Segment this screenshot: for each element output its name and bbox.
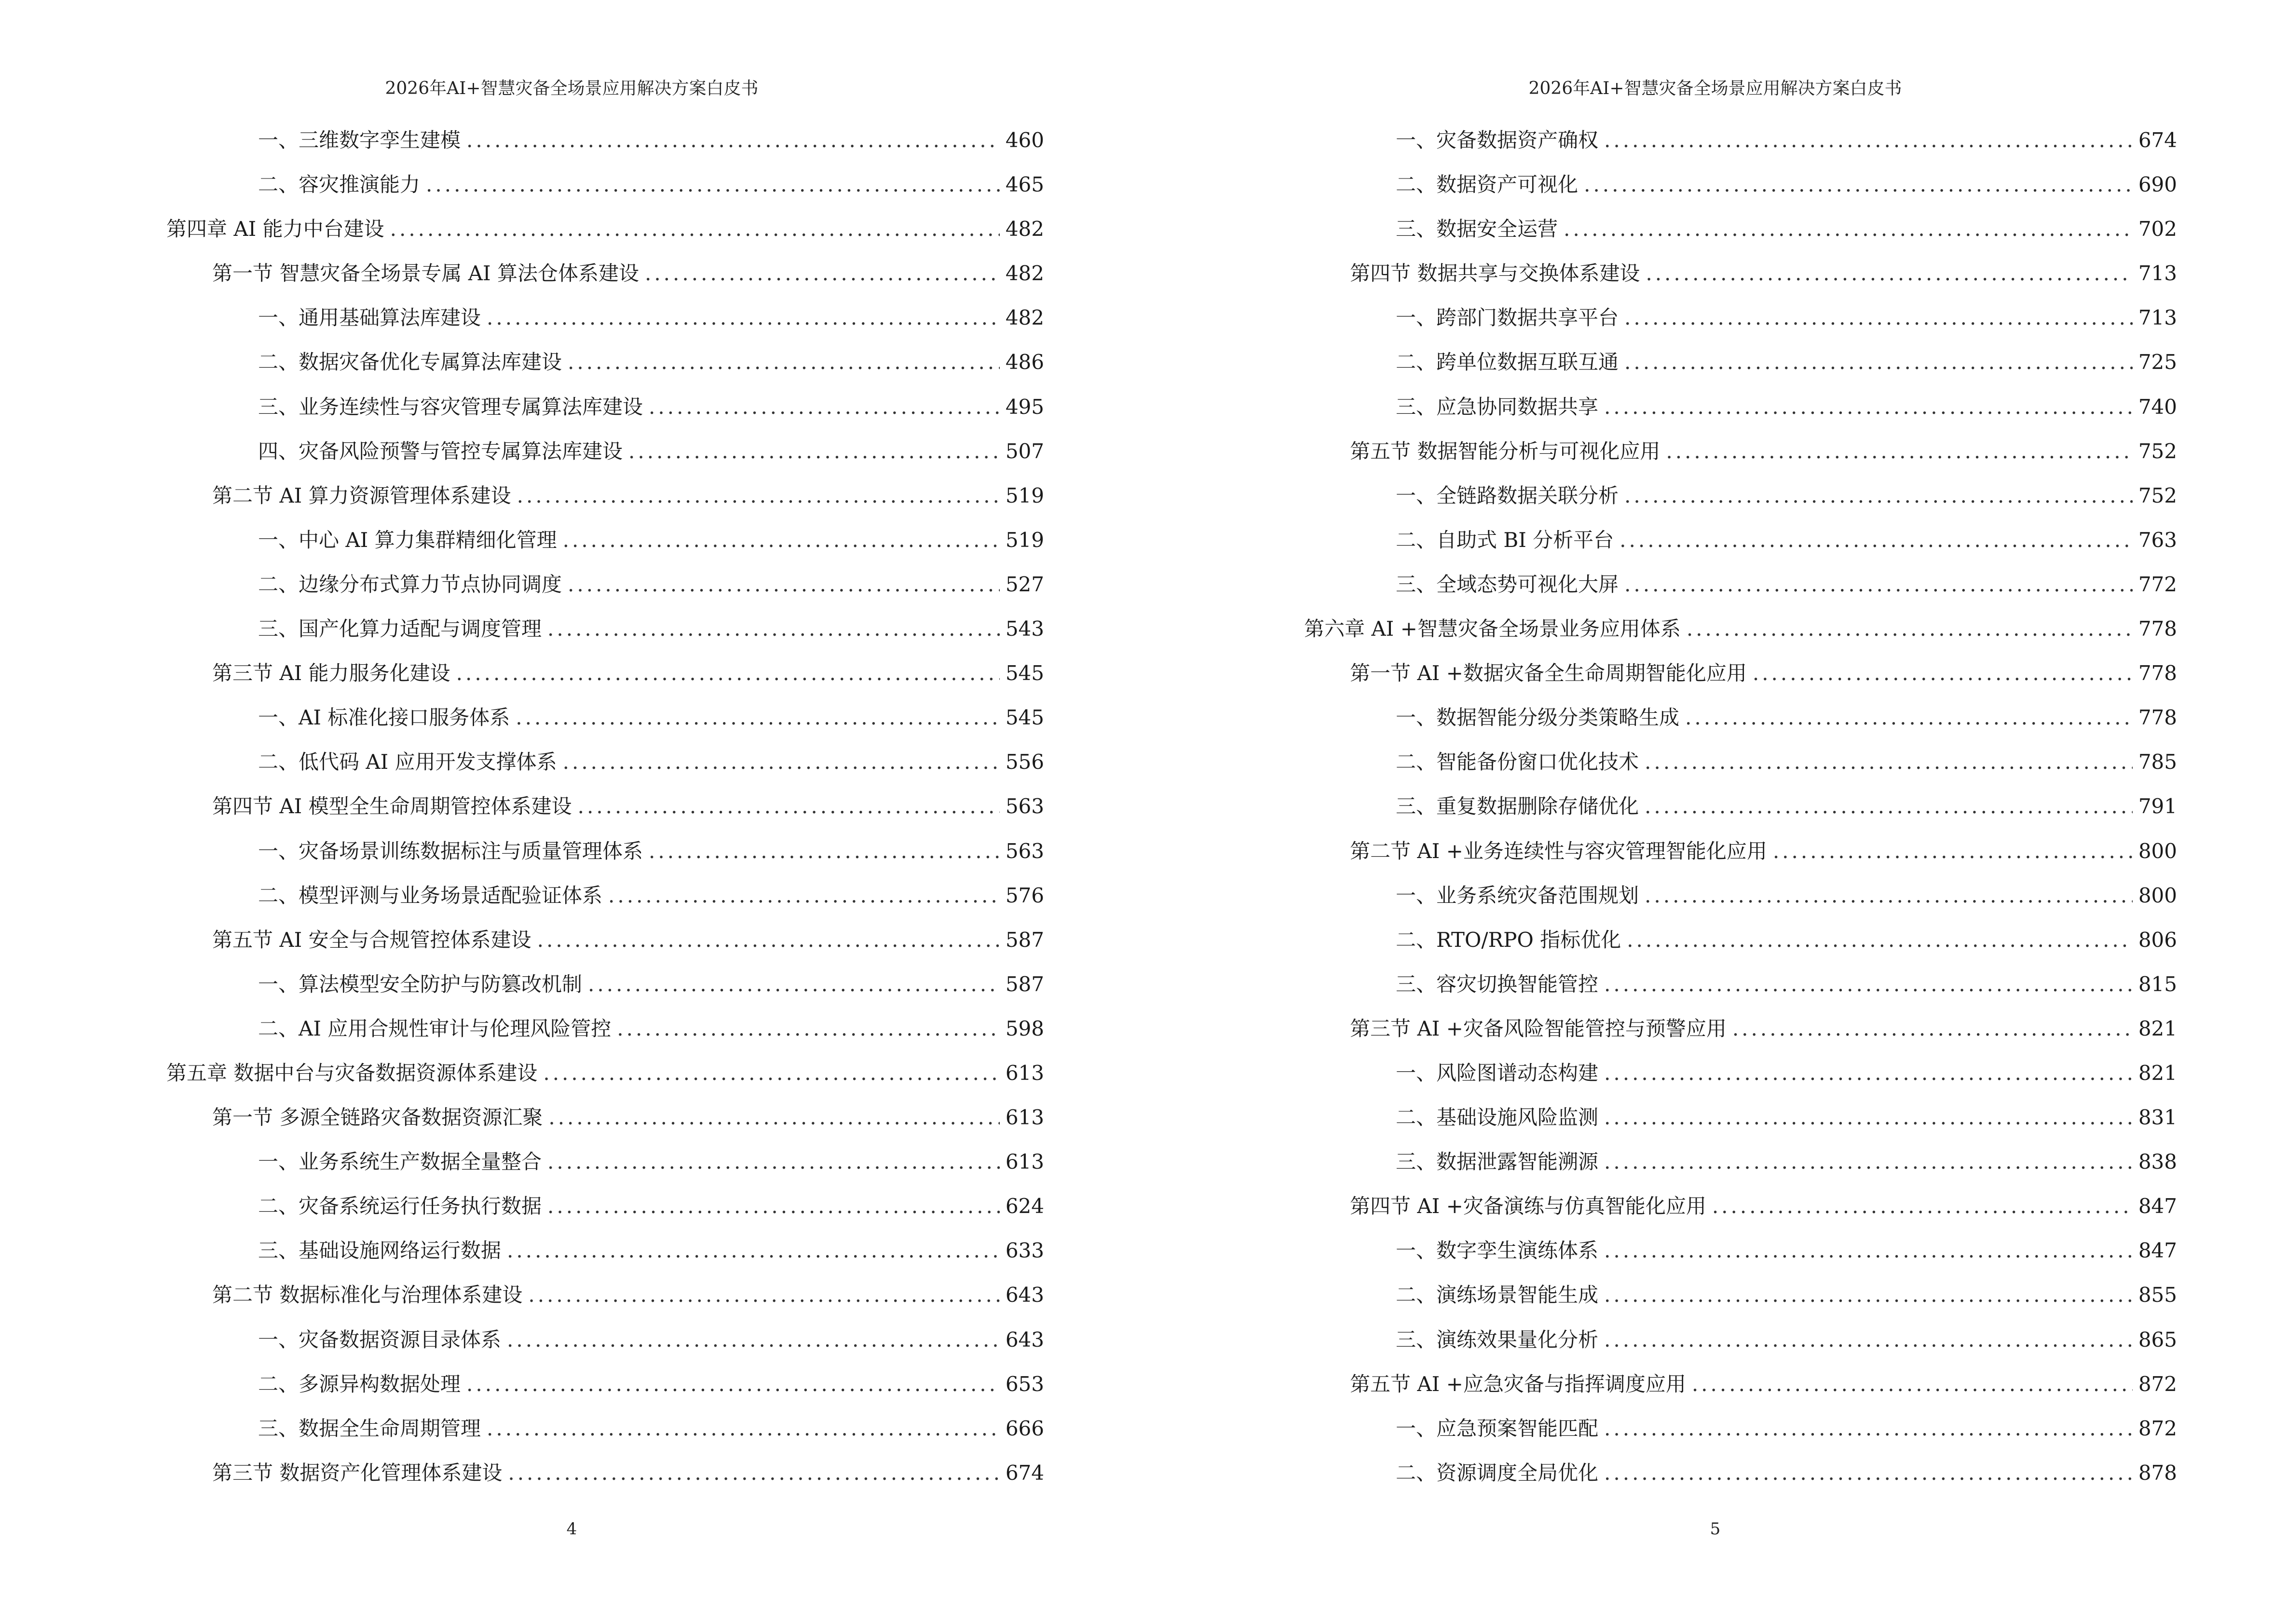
toc-entry-page: 702 bbox=[2138, 217, 2177, 241]
toc-entry-page: 482 bbox=[1005, 217, 1044, 241]
toc-entry-title: 第五节 数据智能分析与可视化应用 bbox=[1350, 439, 1661, 463]
toc-entry-page: 778 bbox=[2138, 617, 2177, 641]
dot-leader bbox=[1564, 207, 2133, 251]
toc-entry-page: 460 bbox=[1005, 128, 1044, 152]
dot-leader bbox=[1604, 1051, 2133, 1095]
dot-leader bbox=[1584, 163, 2133, 207]
toc-entry-page: 740 bbox=[2138, 395, 2177, 419]
dot-leader bbox=[1624, 340, 2133, 384]
toc-entry-title: 第六章 AI +智慧灾备全场景业务应用体系 bbox=[1304, 617, 1681, 641]
toc-entry-title: 第四节 AI +灾备演练与仿真智能化应用 bbox=[1350, 1194, 1706, 1218]
page-number: 4 bbox=[566, 1519, 577, 1539]
dot-leader bbox=[1627, 918, 2133, 962]
toc-entry-page: 576 bbox=[1005, 883, 1044, 907]
dot-leader bbox=[1604, 1318, 2133, 1362]
dot-leader bbox=[528, 1273, 999, 1317]
dot-leader bbox=[1685, 696, 2133, 740]
toc-entry-page: 482 bbox=[1005, 261, 1044, 286]
page-header: 2026年AI+智慧灾备全场景应用解决方案白皮书 bbox=[385, 79, 759, 98]
toc-entry-title: 一、AI 标准化接口服务体系 bbox=[258, 706, 510, 730]
toc-entry[interactable] bbox=[166, 1451, 1044, 1495]
toc-entry-title: 二、自助式 BI 分析平台 bbox=[1396, 528, 1614, 552]
dot-leader bbox=[1645, 740, 2133, 784]
toc-entry-page: 763 bbox=[2138, 528, 2177, 552]
toc-entry-page: 519 bbox=[1005, 483, 1044, 507]
toc-entry-title: 第一节 多源全链路灾备数据资源汇聚 bbox=[212, 1105, 543, 1130]
toc-entry-page: 778 bbox=[2138, 661, 2177, 685]
toc-entry-title: 一、业务系统灾备范围规划 bbox=[1396, 883, 1639, 907]
toc-entry-title: 一、数字孪生演练体系 bbox=[1396, 1239, 1599, 1263]
dot-leader bbox=[1732, 1007, 2133, 1051]
toc-entry-page: 772 bbox=[2138, 572, 2177, 596]
dot-leader bbox=[1620, 518, 2133, 562]
toc-entry-page: 563 bbox=[1005, 839, 1044, 863]
toc-entry[interactable] bbox=[166, 163, 1044, 207]
toc-entry-page: 821 bbox=[2138, 1061, 2177, 1085]
toc-entry-title: 二、RTO/RPO 指标优化 bbox=[1396, 928, 1621, 952]
toc-entry-page: 556 bbox=[1005, 750, 1044, 774]
dot-leader bbox=[1692, 1362, 2133, 1406]
toc-entry-page: 613 bbox=[1005, 1105, 1044, 1130]
dot-leader bbox=[649, 385, 1000, 429]
toc-entry[interactable] bbox=[1304, 118, 2177, 163]
toc-entry-title: 第三节 AI 能力服务化建设 bbox=[212, 661, 450, 685]
toc-entry[interactable] bbox=[166, 784, 1044, 829]
table-of-contents bbox=[1304, 118, 2177, 1495]
dot-leader bbox=[1604, 1406, 2133, 1451]
toc-entry-page: 752 bbox=[2138, 439, 2177, 463]
dot-leader bbox=[617, 1007, 1000, 1051]
toc-entry-title: 二、数据灾备优化专属算法库建设 bbox=[258, 350, 562, 374]
toc-entry[interactable] bbox=[166, 1140, 1044, 1184]
toc-entry[interactable] bbox=[166, 296, 1044, 340]
toc-entry[interactable] bbox=[166, 1273, 1044, 1317]
toc-entry[interactable] bbox=[166, 1362, 1044, 1406]
toc-entry-page: 643 bbox=[1005, 1327, 1044, 1351]
toc-entry-page: 713 bbox=[2138, 261, 2177, 286]
toc-entry-page: 838 bbox=[2138, 1150, 2177, 1174]
dot-leader bbox=[456, 651, 1000, 696]
dot-leader bbox=[426, 163, 1000, 207]
toc-entry[interactable] bbox=[1304, 1140, 2177, 1184]
toc-entry[interactable] bbox=[1304, 784, 2177, 829]
toc-entry-page: 815 bbox=[2138, 972, 2177, 996]
toc-entry-title: 一、数据智能分级分类策略生成 bbox=[1396, 706, 1680, 730]
toc-entry-page: 878 bbox=[2138, 1460, 2177, 1485]
toc-entry-page: 653 bbox=[1005, 1372, 1044, 1396]
toc-entry-title: 第二节 AI +业务连续性与容灾管理智能化应用 bbox=[1350, 839, 1767, 863]
toc-entry-page: 674 bbox=[1005, 1460, 1044, 1485]
toc-entry-title: 第四章 AI 能力中台建设 bbox=[166, 217, 384, 241]
toc-entry[interactable] bbox=[1304, 163, 2177, 207]
toc-entry[interactable] bbox=[1304, 1451, 2177, 1495]
toc-entry-title: 第二节 AI 算力资源管理体系建设 bbox=[212, 483, 511, 507]
toc-entry-title: 二、AI 应用合规性审计与伦理风险管控 bbox=[258, 1016, 612, 1040]
toc-entry[interactable] bbox=[166, 873, 1044, 918]
toc-entry[interactable] bbox=[166, 1228, 1044, 1273]
toc-entry-page: 633 bbox=[1005, 1239, 1044, 1263]
toc-entry[interactable] bbox=[1304, 518, 2177, 562]
toc-entry[interactable] bbox=[166, 518, 1044, 562]
toc-entry[interactable] bbox=[166, 918, 1044, 962]
toc-entry-page: 507 bbox=[1005, 439, 1044, 463]
right-page bbox=[1144, 0, 2287, 1624]
toc-entry[interactable] bbox=[1304, 1362, 2177, 1406]
dot-leader bbox=[548, 1095, 999, 1140]
toc-entry-title: 三、国产化算力适配与调度管理 bbox=[258, 617, 542, 641]
toc-entry-title: 一、灾备数据资产确权 bbox=[1396, 128, 1599, 152]
toc-entry[interactable] bbox=[1304, 918, 2177, 962]
toc-entry-title: 第四节 AI 模型全生命周期管控体系建设 bbox=[212, 794, 572, 819]
toc-entry-page: 791 bbox=[2138, 794, 2177, 819]
toc-entry[interactable] bbox=[1304, 562, 2177, 607]
dot-leader bbox=[563, 518, 1000, 562]
toc-entry[interactable] bbox=[166, 1318, 1044, 1362]
toc-entry-title: 二、演练场景智能生成 bbox=[1396, 1283, 1599, 1307]
toc-entry-title: 二、跨单位数据互联互通 bbox=[1396, 350, 1619, 374]
toc-entry[interactable] bbox=[1304, 474, 2177, 518]
toc-entry[interactable] bbox=[166, 1406, 1044, 1451]
toc-entry-page: 527 bbox=[1005, 572, 1044, 596]
toc-entry[interactable] bbox=[1304, 429, 2177, 474]
toc-entry[interactable] bbox=[1304, 1228, 2177, 1273]
toc-entry[interactable] bbox=[166, 207, 1044, 251]
toc-entry-title: 三、演练效果量化分析 bbox=[1396, 1327, 1599, 1351]
toc-entry-title: 一、中心 AI 算力集群精细化管理 bbox=[258, 528, 557, 552]
toc-entry-title: 二、多源异构数据处理 bbox=[258, 1372, 461, 1396]
dot-leader bbox=[547, 1184, 1000, 1228]
dot-leader bbox=[578, 784, 1000, 829]
dot-leader bbox=[543, 1051, 999, 1095]
toc-entry[interactable] bbox=[166, 696, 1044, 740]
toc-entry-page: 847 bbox=[2138, 1194, 2177, 1218]
dot-leader bbox=[1604, 1451, 2133, 1495]
toc-entry-page: 855 bbox=[2138, 1283, 2177, 1307]
toc-entry-page: 613 bbox=[1005, 1061, 1044, 1085]
toc-entry[interactable] bbox=[166, 118, 1044, 163]
dot-leader bbox=[1666, 429, 2132, 474]
dot-leader bbox=[537, 918, 1000, 962]
dot-leader bbox=[1604, 962, 2133, 1007]
toc-entry-title: 四、灾备风险预警与管控专属算法库建设 bbox=[258, 439, 623, 463]
dot-leader bbox=[1624, 474, 2133, 518]
dot-leader bbox=[1624, 296, 2133, 340]
dot-leader bbox=[645, 251, 1000, 296]
toc-entry[interactable] bbox=[1304, 251, 2177, 296]
toc-entry-title: 一、风险图谱动态构建 bbox=[1396, 1061, 1599, 1085]
toc-entry[interactable] bbox=[1304, 1318, 2177, 1362]
toc-entry-title: 三、容灾切换智能管控 bbox=[1396, 972, 1599, 996]
dot-leader bbox=[1604, 1140, 2133, 1184]
toc-entry[interactable] bbox=[1304, 962, 2177, 1007]
toc-entry-page: 482 bbox=[1005, 306, 1044, 330]
dot-leader bbox=[517, 474, 1000, 518]
toc-entry-title: 一、应急预案智能匹配 bbox=[1396, 1416, 1599, 1440]
dot-leader bbox=[1687, 607, 2133, 651]
toc-entry-title: 一、灾备数据资源目录体系 bbox=[258, 1327, 502, 1351]
toc-entry-page: 495 bbox=[1005, 395, 1044, 419]
toc-entry-page: 872 bbox=[2138, 1372, 2177, 1396]
toc-entry-title: 第五节 AI 安全与合规管控体系建设 bbox=[212, 928, 531, 952]
toc-entry-title: 三、重复数据删除存储优化 bbox=[1396, 794, 1639, 819]
dot-leader bbox=[1712, 1184, 2133, 1228]
toc-entry[interactable] bbox=[166, 340, 1044, 384]
toc-entry[interactable] bbox=[166, 251, 1044, 296]
toc-entry-page: 465 bbox=[1005, 173, 1044, 197]
dot-leader bbox=[1624, 562, 2133, 607]
toc-entry[interactable] bbox=[1304, 696, 2177, 740]
dot-leader bbox=[466, 1362, 1000, 1406]
dot-leader bbox=[608, 873, 1000, 918]
toc-entry-page: 624 bbox=[1005, 1194, 1044, 1218]
dot-leader bbox=[1604, 1095, 2133, 1140]
toc-entry[interactable] bbox=[166, 607, 1044, 651]
toc-entry-title: 第五节 AI +应急灾备与指挥调度应用 bbox=[1350, 1372, 1686, 1396]
dot-leader bbox=[547, 1140, 1000, 1184]
toc-entry[interactable] bbox=[166, 651, 1044, 696]
dot-leader bbox=[1645, 873, 2133, 918]
toc-entry-page: 643 bbox=[1005, 1283, 1044, 1307]
toc-entry[interactable] bbox=[1304, 1095, 2177, 1140]
dot-leader bbox=[1604, 118, 2133, 163]
toc-entry[interactable] bbox=[1304, 1406, 2177, 1451]
toc-entry[interactable] bbox=[1304, 740, 2177, 784]
toc-entry[interactable] bbox=[166, 740, 1044, 784]
toc-entry-page: 545 bbox=[1005, 661, 1044, 685]
toc-entry-page: 725 bbox=[2138, 350, 2177, 374]
toc-entry-page: 847 bbox=[2138, 1239, 2177, 1263]
toc-entry-page: 598 bbox=[1005, 1016, 1044, 1040]
toc-entry-title: 二、低代码 AI 应用开发支撑体系 bbox=[258, 750, 557, 774]
toc-entry-page: 831 bbox=[2138, 1105, 2177, 1130]
toc-entry-page: 690 bbox=[2138, 173, 2177, 197]
dot-leader bbox=[507, 1228, 1000, 1273]
toc-entry-title: 一、跨部门数据共享平台 bbox=[1396, 306, 1619, 330]
toc-entry-title: 第四节 数据共享与交换体系建设 bbox=[1350, 261, 1640, 286]
toc-entry[interactable] bbox=[166, 1007, 1044, 1051]
toc-entry-title: 三、数据安全运营 bbox=[1396, 217, 1558, 241]
toc-entry-page: 563 bbox=[1005, 794, 1044, 819]
toc-entry-title: 一、灾备场景训练数据标注与质量管理体系 bbox=[258, 839, 643, 863]
toc-entry[interactable] bbox=[1304, 607, 2177, 651]
toc-entry-page: 806 bbox=[2138, 928, 2177, 952]
dot-leader bbox=[390, 207, 1000, 251]
toc-entry-page: 613 bbox=[1005, 1150, 1044, 1174]
toc-entry-page: 587 bbox=[1005, 972, 1044, 996]
toc-entry-title: 三、全域态势可视化大屏 bbox=[1396, 572, 1619, 596]
toc-entry-page: 666 bbox=[1005, 1416, 1044, 1440]
toc-entry-page: 800 bbox=[2138, 883, 2177, 907]
dot-leader bbox=[588, 962, 1000, 1007]
toc-entry[interactable] bbox=[1304, 1007, 2177, 1051]
toc-entry-page: 486 bbox=[1005, 350, 1044, 374]
toc-entry-page: 713 bbox=[2138, 306, 2177, 330]
dot-leader bbox=[563, 740, 1000, 784]
toc-entry[interactable] bbox=[1304, 296, 2177, 340]
toc-entry-title: 一、全链路数据关联分析 bbox=[1396, 483, 1619, 507]
toc-entry[interactable] bbox=[1304, 1184, 2177, 1228]
toc-entry-page: 674 bbox=[2138, 128, 2177, 152]
toc-entry-title: 一、业务系统生产数据全量整合 bbox=[258, 1150, 542, 1174]
dot-leader bbox=[568, 340, 1000, 384]
toc-entry-page: 752 bbox=[2138, 483, 2177, 507]
toc-entry-page: 872 bbox=[2138, 1416, 2177, 1440]
dot-leader bbox=[547, 607, 1000, 651]
table-of-contents bbox=[166, 118, 1044, 1495]
toc-entry-title: 二、数据资产可视化 bbox=[1396, 173, 1579, 197]
toc-entry[interactable] bbox=[166, 562, 1044, 607]
toc-entry-title: 二、资源调度全局优化 bbox=[1396, 1460, 1599, 1485]
dot-leader bbox=[568, 562, 1000, 607]
toc-entry[interactable] bbox=[1304, 385, 2177, 429]
toc-entry[interactable] bbox=[1304, 207, 2177, 251]
toc-entry-page: 778 bbox=[2138, 706, 2177, 730]
toc-entry-title: 第三节 AI +灾备风险智能管控与预警应用 bbox=[1350, 1016, 1727, 1040]
dot-leader bbox=[466, 118, 1000, 163]
toc-entry-title: 二、边缘分布式算力节点协同调度 bbox=[258, 572, 562, 596]
toc-entry-title: 二、容灾推演能力 bbox=[258, 173, 421, 197]
page-number: 5 bbox=[1710, 1519, 1721, 1539]
toc-entry[interactable] bbox=[1304, 340, 2177, 384]
toc-entry-page: 545 bbox=[1005, 706, 1044, 730]
toc-entry-title: 第一节 AI +数据灾备全生命周期智能化应用 bbox=[1350, 661, 1747, 685]
toc-entry-page: 543 bbox=[1005, 617, 1044, 641]
dot-leader bbox=[516, 696, 1000, 740]
toc-entry-title: 二、智能备份窗口优化技术 bbox=[1396, 750, 1639, 774]
dot-leader bbox=[1773, 829, 2133, 873]
toc-entry-page: 800 bbox=[2138, 839, 2177, 863]
toc-entry-title: 一、三维数字孪生建模 bbox=[258, 128, 461, 152]
toc-entry[interactable] bbox=[166, 385, 1044, 429]
toc-entry-title: 二、基础设施风险监测 bbox=[1396, 1105, 1599, 1130]
toc-entry-title: 一、算法模型安全防护与防篡改机制 bbox=[258, 972, 583, 996]
toc-entry-page: 587 bbox=[1005, 928, 1044, 952]
toc-entry-title: 一、通用基础算法库建设 bbox=[258, 306, 481, 330]
dot-leader bbox=[1645, 784, 2133, 829]
toc-entry[interactable] bbox=[166, 474, 1044, 518]
dot-leader bbox=[1604, 1273, 2133, 1317]
toc-entry-page: 821 bbox=[2138, 1016, 2177, 1040]
dot-leader bbox=[507, 1318, 1000, 1362]
toc-entry-title: 三、应急协同数据共享 bbox=[1396, 395, 1599, 419]
toc-entry-page: 785 bbox=[2138, 750, 2177, 774]
toc-entry-page: 519 bbox=[1005, 528, 1044, 552]
toc-entry-title: 第五章 数据中台与灾备数据资源体系建设 bbox=[166, 1061, 538, 1085]
toc-entry-page: 865 bbox=[2138, 1327, 2177, 1351]
toc-entry-title: 第二节 数据标准化与治理体系建设 bbox=[212, 1283, 523, 1307]
toc-entry[interactable] bbox=[166, 429, 1044, 474]
toc-entry-title: 第一节 智慧灾备全场景专属 AI 算法仓体系建设 bbox=[212, 261, 639, 286]
toc-entry[interactable] bbox=[166, 1095, 1044, 1140]
toc-entry-title: 二、灾备系统运行任务执行数据 bbox=[258, 1194, 542, 1218]
page-header: 2026年AI+智慧灾备全场景应用解决方案白皮书 bbox=[1528, 79, 1902, 98]
dot-leader bbox=[1604, 1228, 2133, 1273]
dot-leader bbox=[508, 1451, 999, 1495]
toc-entry[interactable] bbox=[1304, 1273, 2177, 1317]
toc-entry-title: 第三节 数据资产化管理体系建设 bbox=[212, 1460, 503, 1485]
toc-entry-title: 三、数据全生命周期管理 bbox=[258, 1416, 481, 1440]
toc-entry-title: 三、基础设施网络运行数据 bbox=[258, 1239, 502, 1263]
dot-leader bbox=[1646, 251, 2132, 296]
toc-entry[interactable] bbox=[166, 962, 1044, 1007]
dot-leader bbox=[628, 429, 1000, 474]
toc-entry[interactable] bbox=[1304, 829, 2177, 873]
toc-entry[interactable] bbox=[166, 1051, 1044, 1095]
toc-entry[interactable] bbox=[166, 829, 1044, 873]
dot-leader bbox=[487, 296, 1000, 340]
dot-leader bbox=[649, 829, 1000, 873]
toc-entry-title: 三、业务连续性与容灾管理专属算法库建设 bbox=[258, 395, 643, 419]
toc-entry-title: 二、模型评测与业务场景适配验证体系 bbox=[258, 883, 603, 907]
dot-leader bbox=[1753, 651, 2133, 696]
dot-leader bbox=[1604, 385, 2133, 429]
dot-leader bbox=[487, 1406, 1000, 1451]
toc-entry[interactable] bbox=[1304, 873, 2177, 918]
toc-entry[interactable] bbox=[166, 1184, 1044, 1228]
toc-entry-title: 三、数据泄露智能溯源 bbox=[1396, 1150, 1599, 1174]
toc-entry[interactable] bbox=[1304, 651, 2177, 696]
toc-entry[interactable] bbox=[1304, 1051, 2177, 1095]
